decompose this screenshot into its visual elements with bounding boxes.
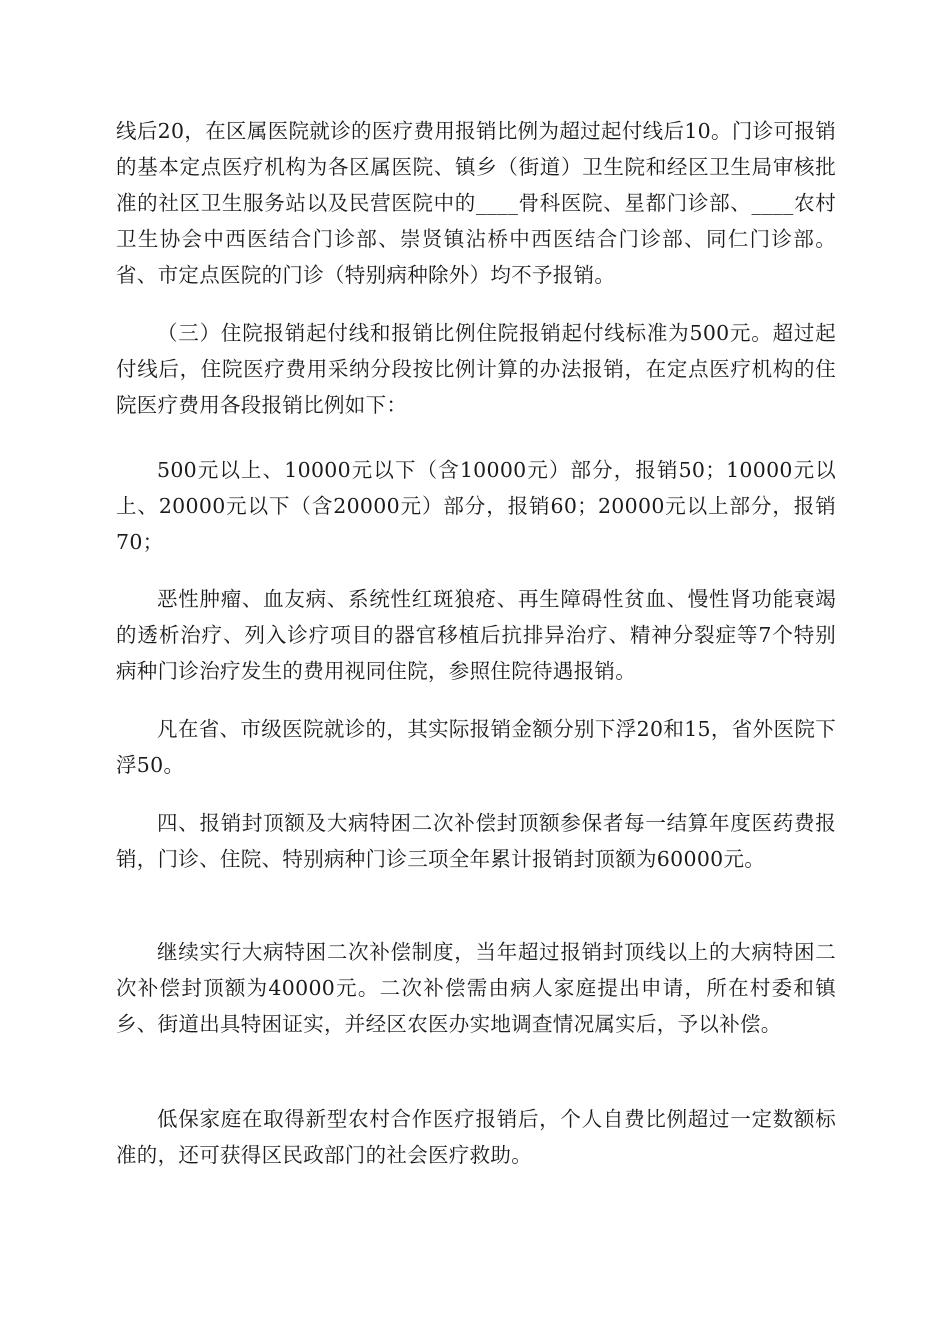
paragraph-secondary-compensation: 继续实行大病特困二次补偿制度，当年超过报销封顶线以上的大病特困二次补偿封顶额为40000元。二次补偿需由病人家庭提出申请，所在村委和镇乡、街道出具特困证实，并经区农医办实地调查情况属实后，予以补偿。 [116, 940, 836, 1036]
paragraph-special-diseases: 恶性肿瘤、血友病、系统性红斑狼疮、再生障碍性贫血、慢性肾功能衰竭的透析治疗、列入诊疗项目的器官移植后抗排异治疗、精神分裂症等7个特别病种门诊治疗发生的费用视同住院，参照住院待遇报销。 [116, 587, 836, 683]
paragraph-reimbursement-tiers: 500元以上、10000元以下（含10000元）部分，报销50；10000元以上、20000元以下（含20000元）部分，报销60；20000元以上部分，报销70； [116, 458, 836, 554]
paragraph-reimbursement-cap: 四、报销封顶额及大病特困二次补偿封顶额参保者每一结算年度医药费报销，门诊、住院、特别病种门诊三项全年累计报销封顶额为60000元。 [116, 811, 836, 871]
paragraph-inpatient-threshold: （三）住院报销起付线和报销比例住院报销起付线标准为500元。超过起付线后，住院医疗费用采纳分段按比例计算的办法报销，在定点医疗机构的住院医疗费用各段报销比例如下： [116, 321, 836, 417]
paragraph-low-income-assistance: 低保家庭在取得新型农村合作医疗报销后，个人自费比例超过一定数额标准的，还可获得区民政部门的社会医疗救助。 [116, 1107, 836, 1167]
paragraph-provincial-hospitals: 凡在省、市级医院就诊的，其实际报销金额分别下浮20和15，省外医院下浮50。 [116, 717, 836, 777]
paragraph-outpatient-reimbursement: 线后20，在区属医院就诊的医疗费用报销比例为超过起付线后10。门诊可报销的基本定点医疗机构为各区属医院、镇乡（街道）卫生院和经区卫生局审核批准的社区卫生服务站以及民营医院中的____骨科医院、星都门诊部、____农村卫生协会中西医结合门诊部、崇贤镇沾桥中西医结合门诊部、同仁门诊部。省、市定点医院的门诊（特别病种除外）均不予报销。 [116, 119, 836, 287]
